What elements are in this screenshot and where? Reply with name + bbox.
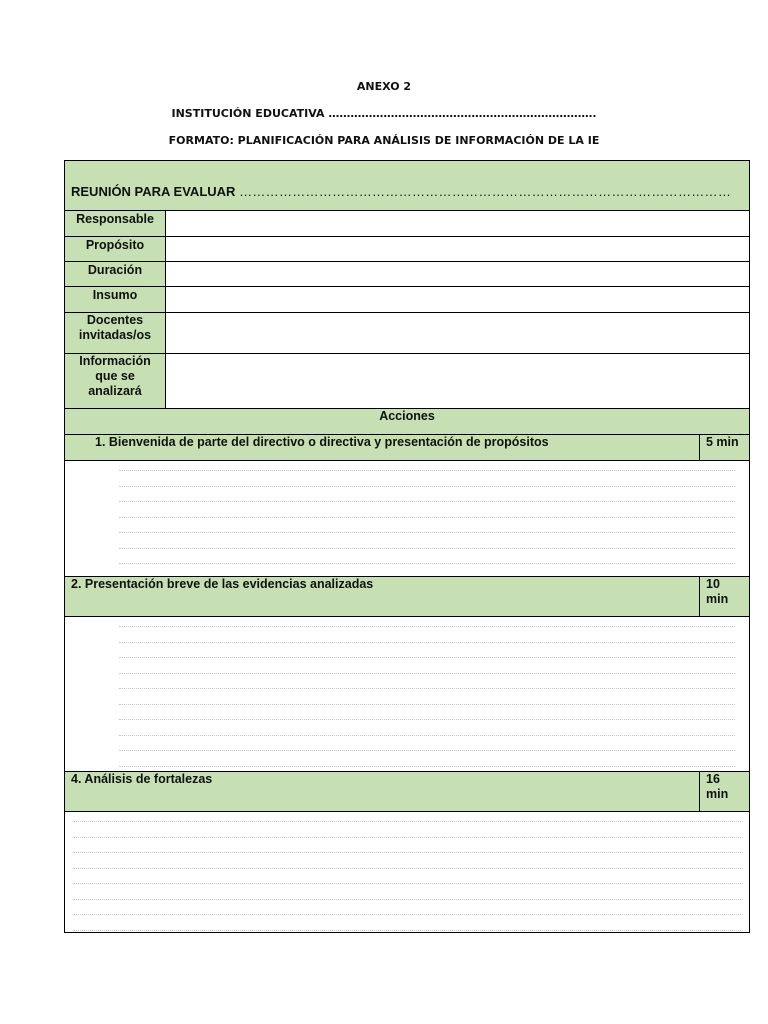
field-label: Información que se analizará <box>65 354 166 409</box>
format-title: FORMATO: PLANIFICACIÓN PARA ANÁLISIS DE INFORMACIÓN DE LA IE <box>168 134 600 147</box>
field-row-duracion <box>64 261 750 287</box>
meeting-row <box>64 160 750 211</box>
field-label: Propósito <box>65 237 166 262</box>
dotted-writing-line <box>119 719 735 720</box>
field-value-input[interactable] <box>166 287 749 313</box>
field-row-insumo <box>64 286 750 313</box>
field-row-informacion <box>64 353 750 409</box>
dotted-writing-line <box>119 688 735 689</box>
dotted-writing-line <box>119 517 735 518</box>
field-value-input[interactable] <box>166 211 749 237</box>
field-label: Duración <box>65 262 166 287</box>
action-title: 1. Bienvenida de parte del directivo o directiva y presentación de propósitos <box>95 435 549 449</box>
dotted-writing-line <box>119 532 735 533</box>
field-label: Docentes invitadas/os <box>65 313 166 354</box>
annex-title: ANEXO 2 <box>356 80 412 93</box>
dotted-writing-line <box>119 642 735 643</box>
dotted-writing-line <box>119 548 735 549</box>
field-label: Insumo <box>65 287 166 313</box>
field-row-proposito <box>64 236 750 262</box>
dotted-writing-line <box>119 673 735 674</box>
dotted-writing-line <box>119 501 735 502</box>
action-row-1 <box>64 434 750 461</box>
action-time: 10 min <box>699 577 749 617</box>
field-value-input[interactable] <box>166 354 749 409</box>
field-value-input[interactable] <box>166 262 749 287</box>
dotted-writing-line <box>119 735 735 736</box>
dotted-writing-line <box>119 750 735 751</box>
action-title: 4. Análisis de fortalezas <box>71 772 213 786</box>
field-row-docentes <box>64 312 750 354</box>
dotted-writing-line <box>73 899 741 900</box>
action-time: 5 min <box>699 435 749 461</box>
action-time: 16 min <box>699 772 749 812</box>
action-notes-area-1[interactable] <box>64 460 750 577</box>
meeting-label-text: REUNIÓN PARA EVALUAR <box>71 184 236 199</box>
meeting-dots[interactable]: ………………………………………………………………………………………………… <box>239 184 732 199</box>
dotted-writing-line <box>119 657 735 658</box>
action-notes-area-2[interactable] <box>64 616 750 772</box>
actions-header: Acciones <box>379 409 435 423</box>
dotted-writing-line <box>73 852 741 853</box>
dotted-writing-line <box>73 930 741 931</box>
dotted-writing-line <box>73 821 741 822</box>
dotted-writing-line <box>119 766 735 767</box>
action-row-2 <box>64 576 750 617</box>
dotted-writing-line <box>119 563 735 564</box>
action-row-4 <box>64 771 750 812</box>
dotted-writing-line <box>119 486 735 487</box>
field-value-input[interactable] <box>166 237 749 262</box>
meeting-label <box>71 184 731 199</box>
dotted-writing-line <box>73 837 741 838</box>
institution-line: INSTITUCIÓN EDUCATIVA ………………………………………………………………. <box>171 107 597 120</box>
dotted-writing-line <box>73 914 741 915</box>
dotted-writing-line <box>73 868 741 869</box>
dotted-writing-line <box>119 704 735 705</box>
field-label: Responsable <box>65 211 166 237</box>
field-value-input[interactable] <box>166 313 749 354</box>
dotted-writing-line <box>119 626 735 627</box>
action-notes-area-4[interactable] <box>64 811 750 933</box>
action-title: 2. Presentación breve de las evidencias analizadas <box>71 577 374 591</box>
actions-header-row <box>64 408 750 435</box>
dotted-writing-line <box>119 470 735 471</box>
dotted-writing-line <box>73 883 741 884</box>
field-row-responsable <box>64 210 750 237</box>
